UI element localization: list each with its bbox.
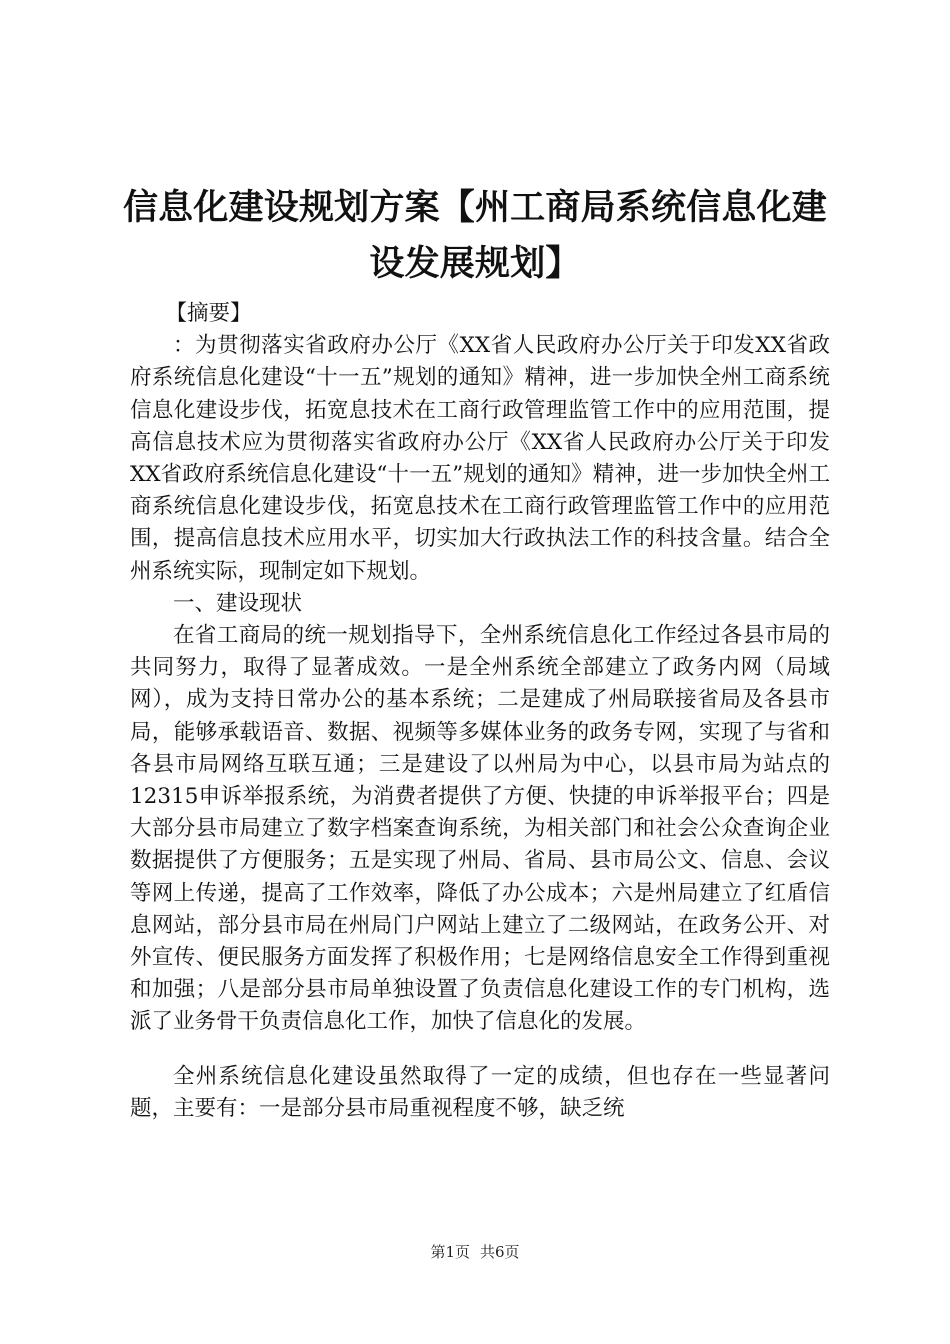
abstract-tag: 【摘要】 [165, 301, 252, 326]
problems-paragraph: 全州系统信息化建设虽然取得了一定的成绩，但也存在一些显著问题，主要有：一是部分县市局重视程度不够，缺乏统 [130, 1063, 830, 1121]
abstract-paragraph: ：为贯彻落实省政府办公厅《XX省人民政府办公厅关于印发XX省政府系统信息化建设“十一五”规划的通知》精神，进一步加快全州工商系统信息化建设步伐，拓宽息技术在工商行政管理监管工作中的应用范围，提高信息技术应为贯彻落实省政府办公厅《XX省人民政府办公厅关于印发XX省政府系统信息化建设“十一五”规划的通知》精神，进一步加快全州工商系统信息化建设步伐，拓宽息技术在工商行政管理监管工作中的应用范围，提高信息技术应用水平，切实加大行政执法工作的科技含量。结合全州系统实际，现制定如下规划。 [130, 333, 830, 584]
page-footer [0, 1242, 950, 1262]
document-body [130, 298, 830, 1125]
status-paragraph: 在省工商局的统一规划指导下，全州系统信息化工作经过各县市局的共同努力，取得了显著成效。一是全州系统全部建立了政务内网（局域网），成为支持日常办公的基本系统；二是建成了州局联接省局及各县市局，能够承载语音、数据、视频等多媒体业务的政务专网，实现了与省和各县市局网络互联互通；三是建设了以州局为中心，以县市局为站点的12315申诉举报系统，为消费者提供了方便、快捷的申诉举报平台；四是大部分县市局建立了数字档案查询系统，为相关部门和社会公众查询企业数据提供了方便服务；五是实现了州局、省局、县市局公文、信息、会议等网上传递，提高了工作效率，降低了办公成本；六是州局建立了红盾信息网站，部分县市局在州局门户网站上建立了二级网站，在政务公开、对外宣传、便民服务方面发挥了积极作用；七是网络信息安全工作得到重视和加强；八是部分县市局单独设置了负责信息化建设工作的专门机构，选派了业务骨干负责信息化工作，加快了信息化的发展。 [130, 623, 830, 1035]
document-title: 信息化建设规划方案【州工商局系统信息化建设发展规划】 [122, 188, 827, 284]
page-number: 第1页 [430, 1243, 470, 1261]
page-total: 共6页 [480, 1243, 520, 1261]
section-heading: 一、建设现状 [173, 590, 303, 616]
